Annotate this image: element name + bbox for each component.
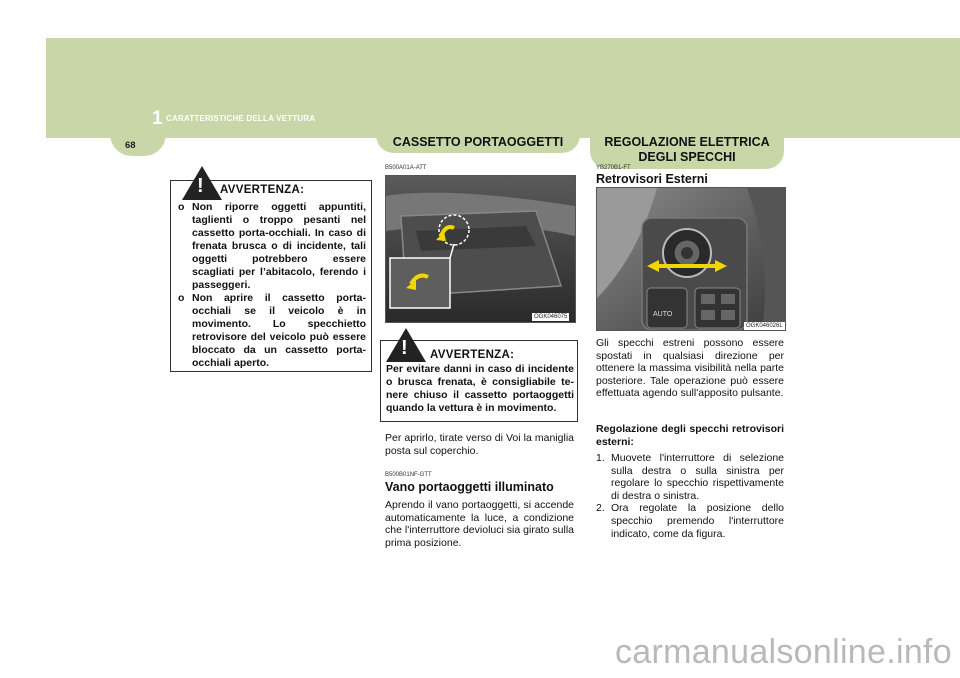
list-item: 2. Ora regolate la posizione dello specchio premendo l'interruttore indicato, come da figura. [596,502,784,540]
glovebox-open-text: Per aprirlo, tirate verso di Voi la maniglia posta sul coperchio. [385,432,574,457]
warning-list-left [176,201,366,370]
mirrors-subtitle: Retrovisori Esterni [596,172,708,186]
warning-text-glovebox: Per evitare danni in caso di incidente o brusca frenata, è consigliabile te-nere chiuso il cassetto portaoggetti quando la vettura è in movimento. [386,363,574,414]
mirror-switch-photo [596,187,786,331]
mirrors-steps-title: Regolazione degli specchi retrovisori esterni: [596,423,784,448]
section-heading-mirrors-line1: REGOLAZIONE ELETTRICA [604,135,770,149]
section-heading-glovebox [376,131,580,153]
mirrors-steps-list [596,452,784,540]
auto-label: AUTO [653,311,673,318]
warning-icon: ! [386,328,426,362]
section-code-glovebox: B500A01A-ATT [385,165,427,171]
warning-title-left: AVVERTENZA: [220,184,305,196]
warning-item: o Non riporre oggetti appuntiti, taglienti o troppo pesanti nel cassetto porta-occhiali. In caso di frenata brusca o di incidente, tali oggetti potrebbero essere scagliati per l’abitacolo, ferendo i passeggeri. [178,201,366,291]
section-code-lit-glovebox: B500B01NF-GTT [385,472,432,478]
lit-glovebox-text: Aprendo il vano portaoggetti, si accende automaticamente la luce, a condizione che l'interruttore devioluci sia girato sulla prima posizione. [385,499,574,549]
section-code-mirrors: YB270B1-FT [596,165,631,171]
warning-title-glovebox: AVVERTENZA: [430,349,515,361]
list-item: 1. Muovete l'interruttore di selezione sulla destra o sulla sinistra per regolare lo specchio rispettivamente di destra o sinistra. [596,452,784,502]
chapter-title: CARATTERISTICHE DELLA VETTURA [166,114,316,123]
mirrors-intro-text: Gli specchi estreni possono essere spostati in qualsiasi direzione per ottenere la massima visibilità nella parte posteriore. Tale operazione può essere effettuata agendo sull'apposito pulsante. [596,337,784,400]
watermark: carmanualsonline.info [614,633,952,671]
warning-item: o Non aprire il cassetto porta-occhiali se il veicolo è in movimento. Lo specchietto retrovisore del veicolo può essere bloccato da un cassetto porta-occhiali aperto. [178,292,366,369]
page-number: 68 [125,140,136,151]
glovebox-photo [385,175,576,323]
glovebox-photo-code: OGK046075 [534,314,568,320]
section-heading-glovebox-text: CASSETTO PORTAOGGETTI [392,135,564,149]
page-number-tab [110,130,166,156]
mirror-photo-code: OGK046026L [746,323,783,329]
lit-glovebox-title: Vano portaoggetti illuminato [385,480,554,494]
chapter-number: 1 [152,108,163,129]
warning-icon: ! [182,166,222,200]
section-heading-mirrors-line2: DEGLI SPECCHI [638,150,736,164]
section-heading-mirrors [590,131,784,169]
header-band [46,38,960,138]
